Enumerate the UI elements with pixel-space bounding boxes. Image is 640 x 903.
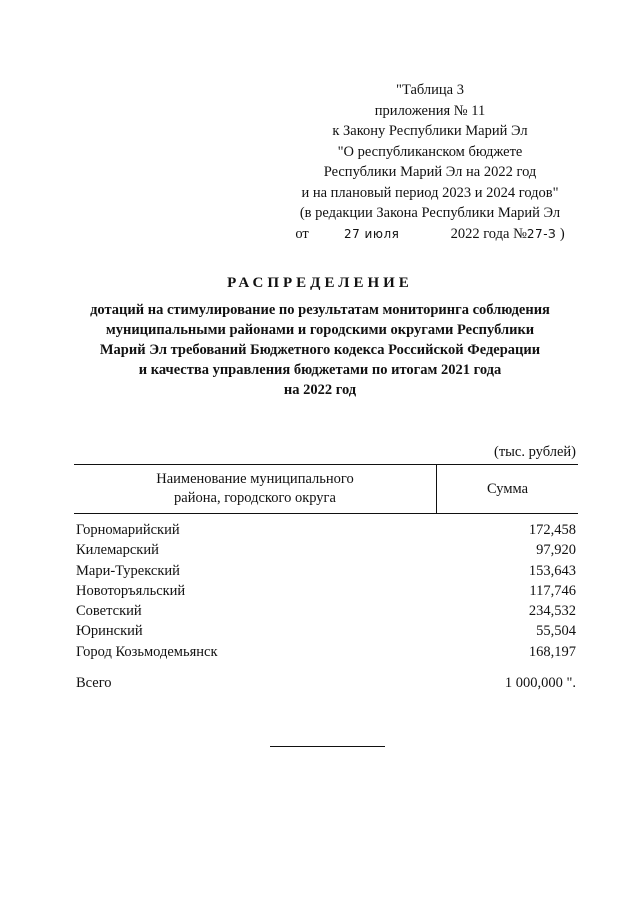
column-header-sum: Сумма <box>486 480 529 497</box>
subtitle-line: и качества управления бюджетами по итогам 2021 года <box>138 362 502 378</box>
subtitle-line: дотаций на стимулирование по результатам мониторинга соблюдения <box>90 302 550 318</box>
header-line: Республики Марий Эл на 2022 год <box>323 164 537 180</box>
subtitle-line: Марий Эл требований Бюджетного кодекса Российской Федерации <box>99 342 541 358</box>
table-row <box>76 520 576 540</box>
column-header-name-line2: района, городского округа <box>174 490 336 506</box>
units-label: (тыс. рублей) <box>494 444 576 460</box>
table-header <box>74 464 578 514</box>
header-line: к Закону Республики Марий Эл <box>332 123 528 139</box>
table-row <box>76 561 576 581</box>
row-sum: 117,746 <box>529 582 576 599</box>
row-sum: 153,643 <box>528 562 576 579</box>
row-sum: 168,197 <box>528 643 576 660</box>
row-name: Новоторъяльский <box>76 582 186 599</box>
total-value: 1 000,000 ". <box>504 675 576 691</box>
row-name: Советский <box>76 603 142 620</box>
document-subtitle <box>60 300 580 400</box>
table-row <box>76 540 576 560</box>
law-date-line <box>270 224 590 245</box>
row-sum: 234,532 <box>528 603 576 620</box>
date-prefix: от <box>295 225 309 242</box>
header-line: и на плановый период 2023 и 2024 годов" <box>301 184 559 201</box>
closing-paren: ) <box>559 225 565 242</box>
header-line: "О республиканском бюджете <box>337 143 523 160</box>
document-title: РАСПРЕДЕЛЕНИЕ <box>227 275 413 291</box>
table-row <box>76 581 576 601</box>
closing-divider <box>270 746 385 747</box>
table-row <box>76 642 576 662</box>
handwritten-date: 27 июля <box>343 226 400 241</box>
table-row <box>76 601 576 621</box>
header-line: "Таблица 3 <box>396 82 464 98</box>
total-label: Всего <box>76 675 112 691</box>
appendix-header <box>270 80 590 244</box>
subtitle-line: на 2022 год <box>283 382 357 398</box>
header-line: приложения № 11 <box>374 102 486 119</box>
row-sum: 97,920 <box>536 542 576 559</box>
handwritten-law-number: 27-З <box>526 226 557 241</box>
total-row <box>76 675 576 692</box>
row-name: Юринский <box>76 623 143 640</box>
table-row <box>76 621 576 641</box>
column-header-name <box>74 465 437 513</box>
row-name: Горномарийский <box>76 522 180 538</box>
table-body <box>76 520 576 662</box>
column-header-name-line1: Наименование муниципального <box>156 471 354 487</box>
row-sum: 172,458 <box>528 522 576 538</box>
row-name: Мари-Турекский <box>76 562 180 579</box>
law-year-text: 2022 года № <box>450 225 527 242</box>
header-line: (в редакции Закона Республики Марий Эл <box>299 205 561 221</box>
row-name: Килемарский <box>76 542 159 559</box>
subtitle-line: муниципальными районами и городскими округами Республики <box>105 322 535 338</box>
row-sum: 55,504 <box>536 623 576 640</box>
row-name: Город Козьмодемьянск <box>76 643 218 660</box>
